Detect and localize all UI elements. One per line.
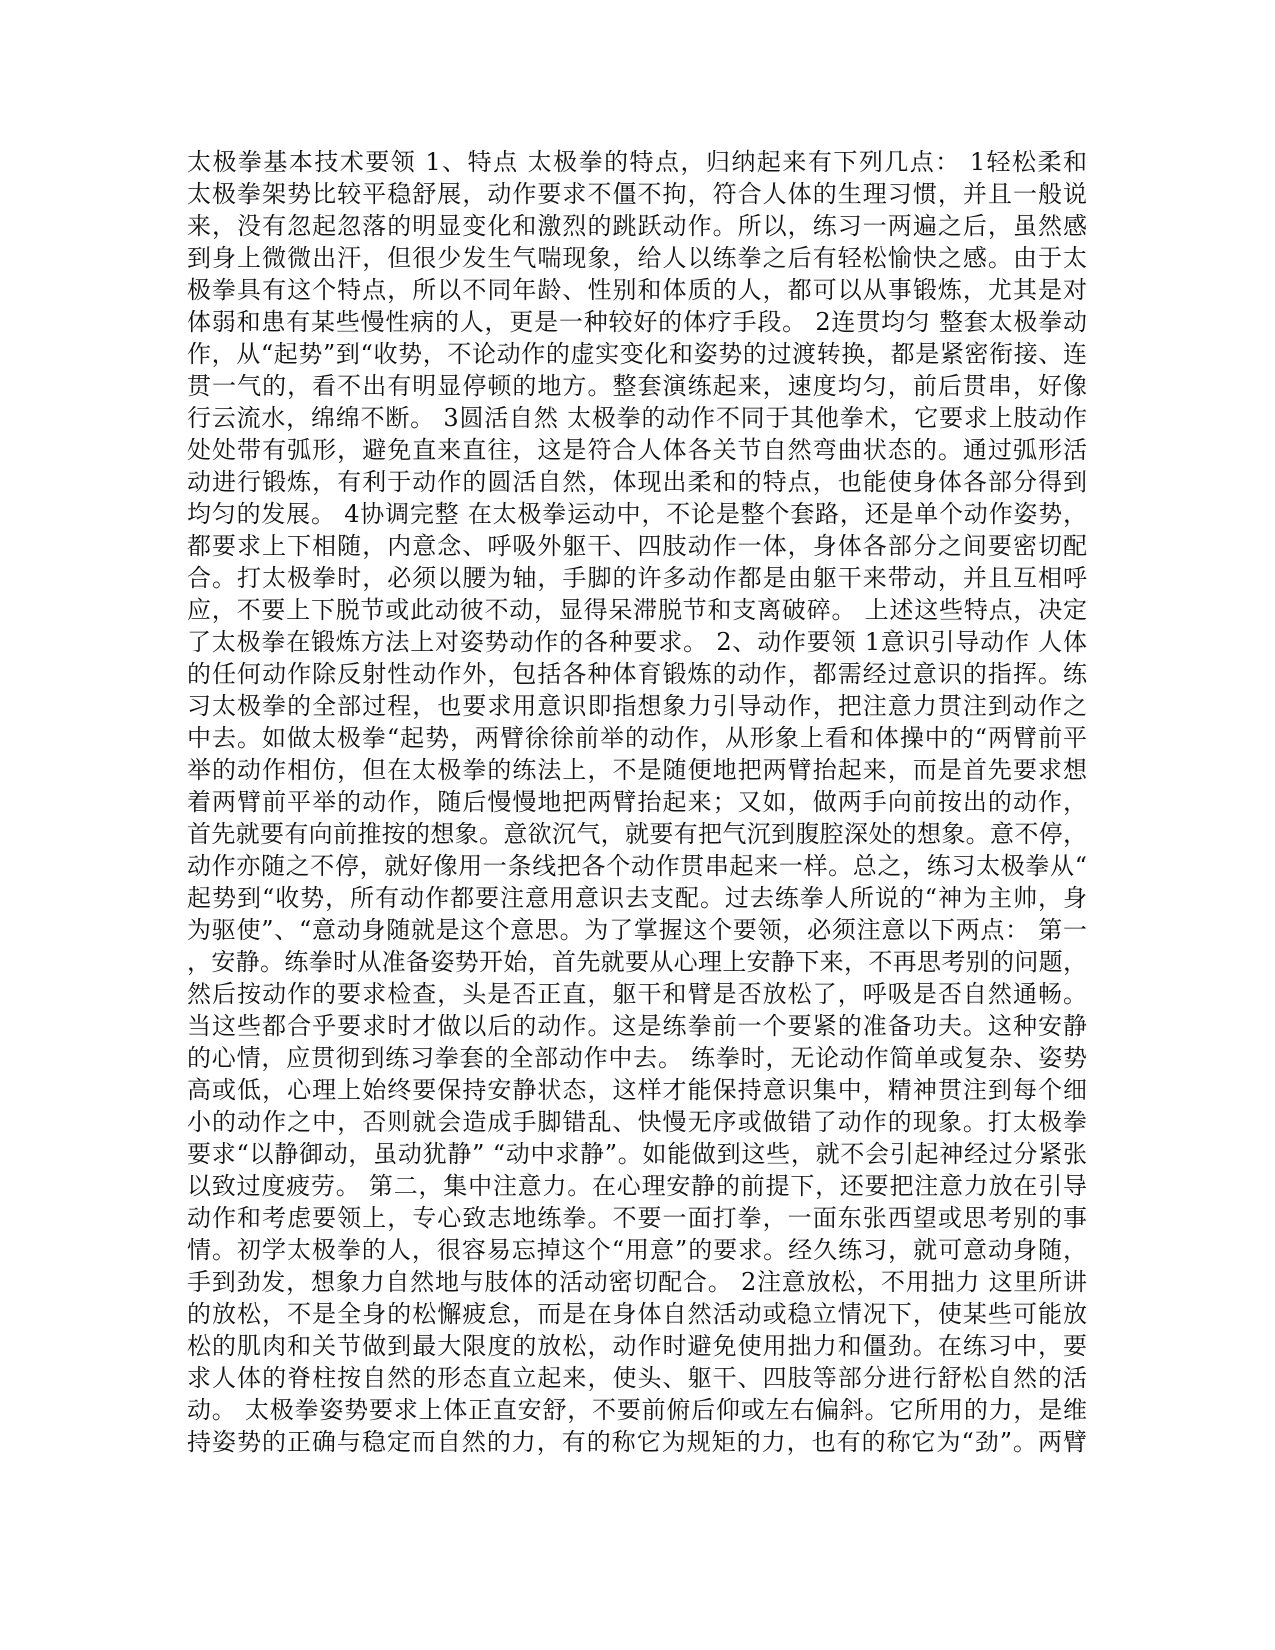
text-line: 的任何动作除反射性动作外，包括各种体育锻炼的动作，都需经过意识的指挥。练 <box>187 660 1087 688</box>
text-line: 处处带有弧形，避免直来直往，这是符合人体各关节自然弯曲状态的。通过弧形活 <box>187 436 1087 464</box>
text-line: 动作和考虑要领上，专心致志地练拳。不要一面打拳，一面东张西望或思考别的事 <box>187 1204 1087 1232</box>
text-line: 均匀的发展。 4协调完整 在太极拳运动中，不论是整个套路，还是单个动作姿势， <box>187 500 1087 528</box>
text-line: 高或低，心理上始终要保持安静状态，这样才能保持意识集中，精神贯注到每个细 <box>187 1076 1087 1104</box>
text-line: 手到劲发，想象力自然地与肢体的活动密切配合。 2注意放松，不用拙力 这里所讲 <box>187 1268 1087 1296</box>
text-line: 持姿势的正确与稳定而自然的力，有的称它为规矩的力，也有的称它为“劲”。两臂 <box>187 1428 1087 1456</box>
body-text <box>187 146 1087 1458</box>
text-line: 当这些都合乎要求时才做以后的动作。这是练拳前一个要紧的准备功夫。这种安静 <box>187 1012 1087 1040</box>
text-line: 应，不要上下脱节或此动彼不动，显得呆滞脱节和支离破碎。 上述这些特点，决定 <box>187 596 1087 624</box>
text-line: 要求“以静御动，虽动犹静” “动中求静”。如能做到这些，就不会引起神经过分紧张 <box>187 1140 1087 1168</box>
text-line: 动。 太极拳姿势要求上体正直安舒，不要前俯后仰或左右偏斜。它所用的力，是维 <box>187 1396 1087 1424</box>
text-line: 作，从“起势”到“收势，不论动作的虚实变化和姿势的过渡转换，都是紧密衔接、连 <box>187 340 1087 368</box>
text-line: 来，没有忽起忽落的明显变化和激烈的跳跃动作。所以，练习一两遍之后，虽然感 <box>187 212 1087 240</box>
text-line: 了太极拳在锻炼方法上对姿势动作的各种要求。 2、动作要领 1意识引导动作 人体 <box>187 628 1087 656</box>
text-line: 习太极拳的全部过程，也要求用意识即指想象力引导动作，把注意力贯注到动作之 <box>187 692 1087 720</box>
text-line: 求人体的脊柱按自然的形态直立起来，使头、躯干、四肢等部分进行舒松自然的活 <box>187 1364 1087 1392</box>
text-line: 以致过度疲劳。 第二，集中注意力。在心理安静的前提下，还要把注意力放在引导 <box>187 1172 1087 1200</box>
text-line: 起势到“收势，所有动作都要注意用意识去支配。过去练拳人所说的“神为主帅，身 <box>187 884 1087 912</box>
text-line: 情。初学太极拳的人，很容易忘掉这个“用意”的要求。经久练习，就可意动身随， <box>187 1236 1087 1264</box>
text-line: 为驱使”、“意动身随就是这个意思。为了掌握这个要领，必须注意以下两点： 第一 <box>187 916 1087 944</box>
text-line: 的放松，不是全身的松懈疲怠，而是在身体自然活动或稳立情况下，使某些可能放 <box>187 1300 1087 1328</box>
text-line: 贯一气的，看不出有明显停顿的地方。整套演练起来，速度均匀，前后贯串，好像 <box>187 372 1087 400</box>
text-line: 首先就要有向前推按的想象。意欲沉气，就要有把气沉到腹腔深处的想象。意不停， <box>187 820 1087 848</box>
text-line: 小的动作之中，否则就会造成手脚错乱、快慢无序或做错了动作的现象。打太极拳 <box>187 1108 1087 1136</box>
text-line: 体弱和患有某些慢性病的人，更是一种较好的体疗手段。 2连贯均匀 整套太极拳动 <box>187 308 1087 336</box>
text-line: 合。打太极拳时，必须以腰为轴，手脚的许多动作都是由躯干来带动，并且互相呼 <box>187 564 1087 592</box>
text-line: 举的动作相仿，但在太极拳的练法上，不是随便地把两臂抬起来，而是首先要求想 <box>187 756 1087 784</box>
text-line: 太极拳架势比较平稳舒展，动作要求不僵不拘，符合人体的生理习惯，并且一般说 <box>187 180 1087 208</box>
text-line: 着两臂前平举的动作，随后慢慢地把两臂抬起来；又如，做两手向前按出的动作， <box>187 788 1087 816</box>
text-line: 都要求上下相随，内意念、呼吸外躯干、四肢动作一体，身体各部分之间要密切配 <box>187 532 1087 560</box>
text-line: 太极拳基本技术要领 1、特点 太极拳的特点，归纳起来有下列几点： 1轻松柔和 <box>187 148 1087 176</box>
text-line: 到身上微微出汗，但很少发生气喘现象，给人以练拳之后有轻松愉快之感。由于太 <box>187 244 1087 272</box>
text-line: 然后按动作的要求检查，头是否正直，躯干和臂是否放松了，呼吸是否自然通畅。 <box>187 980 1087 1008</box>
text-line: 中去。如做太极拳“起势，两臂徐徐前举的动作，从形象上看和体操中的“两臂前平 <box>187 724 1087 752</box>
text-line: 动作亦随之不停，就好像用一条线把各个动作贯串起来一样。总之，练习太极拳从“ <box>187 852 1087 880</box>
text-line: 的心情，应贯彻到练习拳套的全部动作中去。 练拳时，无论动作简单或复杂、姿势 <box>187 1044 1087 1072</box>
text-line: 极拳具有这个特点，所以不同年龄、性别和体质的人，都可以从事锻炼，尤其是对 <box>187 276 1087 304</box>
text-line: ，安静。练拳时从准备姿势开始，首先就要从心理上安静下来，不再思考别的问题， <box>187 948 1087 976</box>
text-line: 行云流水，绵绵不断。 3圆活自然 太极拳的动作不同于其他拳术，它要求上肢动作 <box>187 404 1087 432</box>
text-line: 松的肌肉和关节做到最大限度的放松，动作时避免使用拙力和僵劲。在练习中，要 <box>187 1332 1087 1360</box>
text-line: 动进行锻炼，有利于动作的圆活自然，体现出柔和的特点，也能使身体各部分得到 <box>187 468 1087 496</box>
